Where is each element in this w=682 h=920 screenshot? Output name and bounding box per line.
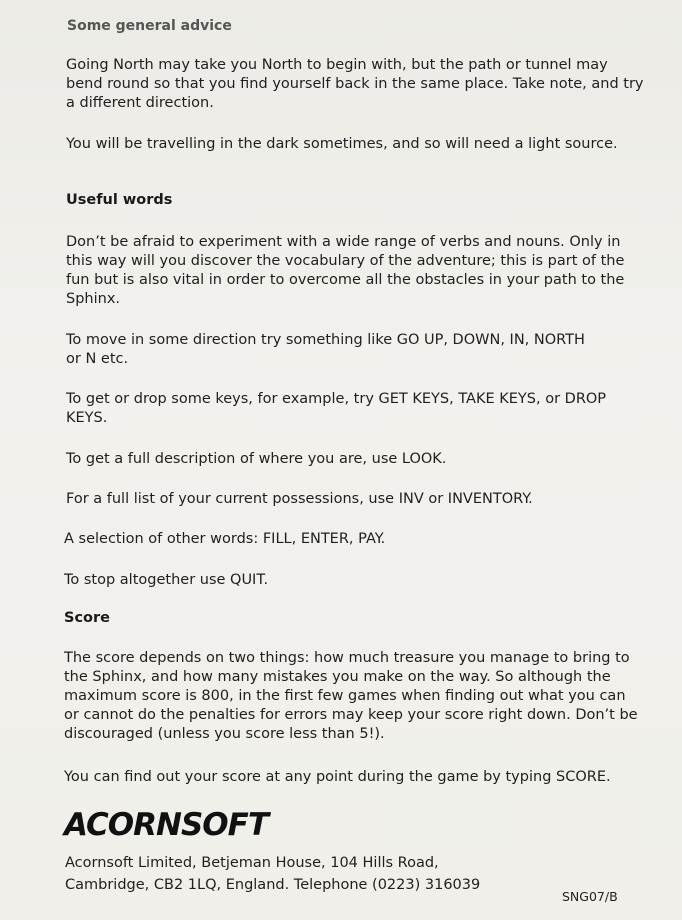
useful-words-paragraph-5: For a full list of your current possessions, use INV or INVENTORY. [66, 491, 533, 507]
address-line-1: Acornsoft Limited, Betjeman House, 104 Hills Road, [65, 855, 439, 871]
address-line-2: Cambridge, CB2 1LQ, England. Telephone (0223) 316039 [65, 877, 481, 893]
score-paragraph-2: You can find out your score at any point during the game by typing SCORE. [64, 769, 611, 785]
useful-words-paragraph-6: A selection of other words: FILL, ENTER, PAY. [64, 531, 386, 547]
useful-words-paragraph-1: Don’t be afraid to experiment with a wide range of verbs and nouns. Only in this way will you discover the vocabulary of the adventure; this is part of the fun but is also vital in order to overcome all the obstacles in your path to the Sphinx. [66, 234, 625, 307]
useful-words-paragraph-2: To move in some direction try something like GO UP, DOWN, IN, NORTH or N etc. [66, 332, 585, 367]
useful-words-heading: Useful words [66, 192, 173, 208]
document-code: SNG07/B [562, 889, 618, 904]
acornsoft-logo: ACORNSOFT [64, 807, 268, 843]
useful-words-paragraph-7: To stop altogether use QUIT. [64, 572, 269, 588]
useful-words-paragraph-4: To get a full description of where you are, use LOOK. [66, 451, 447, 467]
company-address [65, 852, 480, 896]
score-heading: Score [64, 610, 110, 626]
useful-words-paragraph-3: To get or drop some keys, for example, try GET KEYS, TAKE KEYS, or DROP KEYS. [66, 391, 607, 426]
score-paragraph-1: The score depends on two things: how much treasure you manage to bring to the Sphinx, and how many mistakes you make on the way. So although the maximum score is 800, in the first few games when finding out what you can or cannot do the penalties for errors may keep your score right down. Don’t be discouraged (unless you score less than 5!). [64, 650, 638, 742]
general-advice-paragraph-2: You will be travelling in the dark sometimes, and so will need a light source. [66, 136, 618, 152]
general-advice-heading: Some general advice [67, 18, 232, 34]
general-advice-paragraph-1: Going North may take you North to begin with, but the path or tunnel may bend round so that you find yourself back in the same place. Take note, and try a different direction. [66, 57, 644, 111]
